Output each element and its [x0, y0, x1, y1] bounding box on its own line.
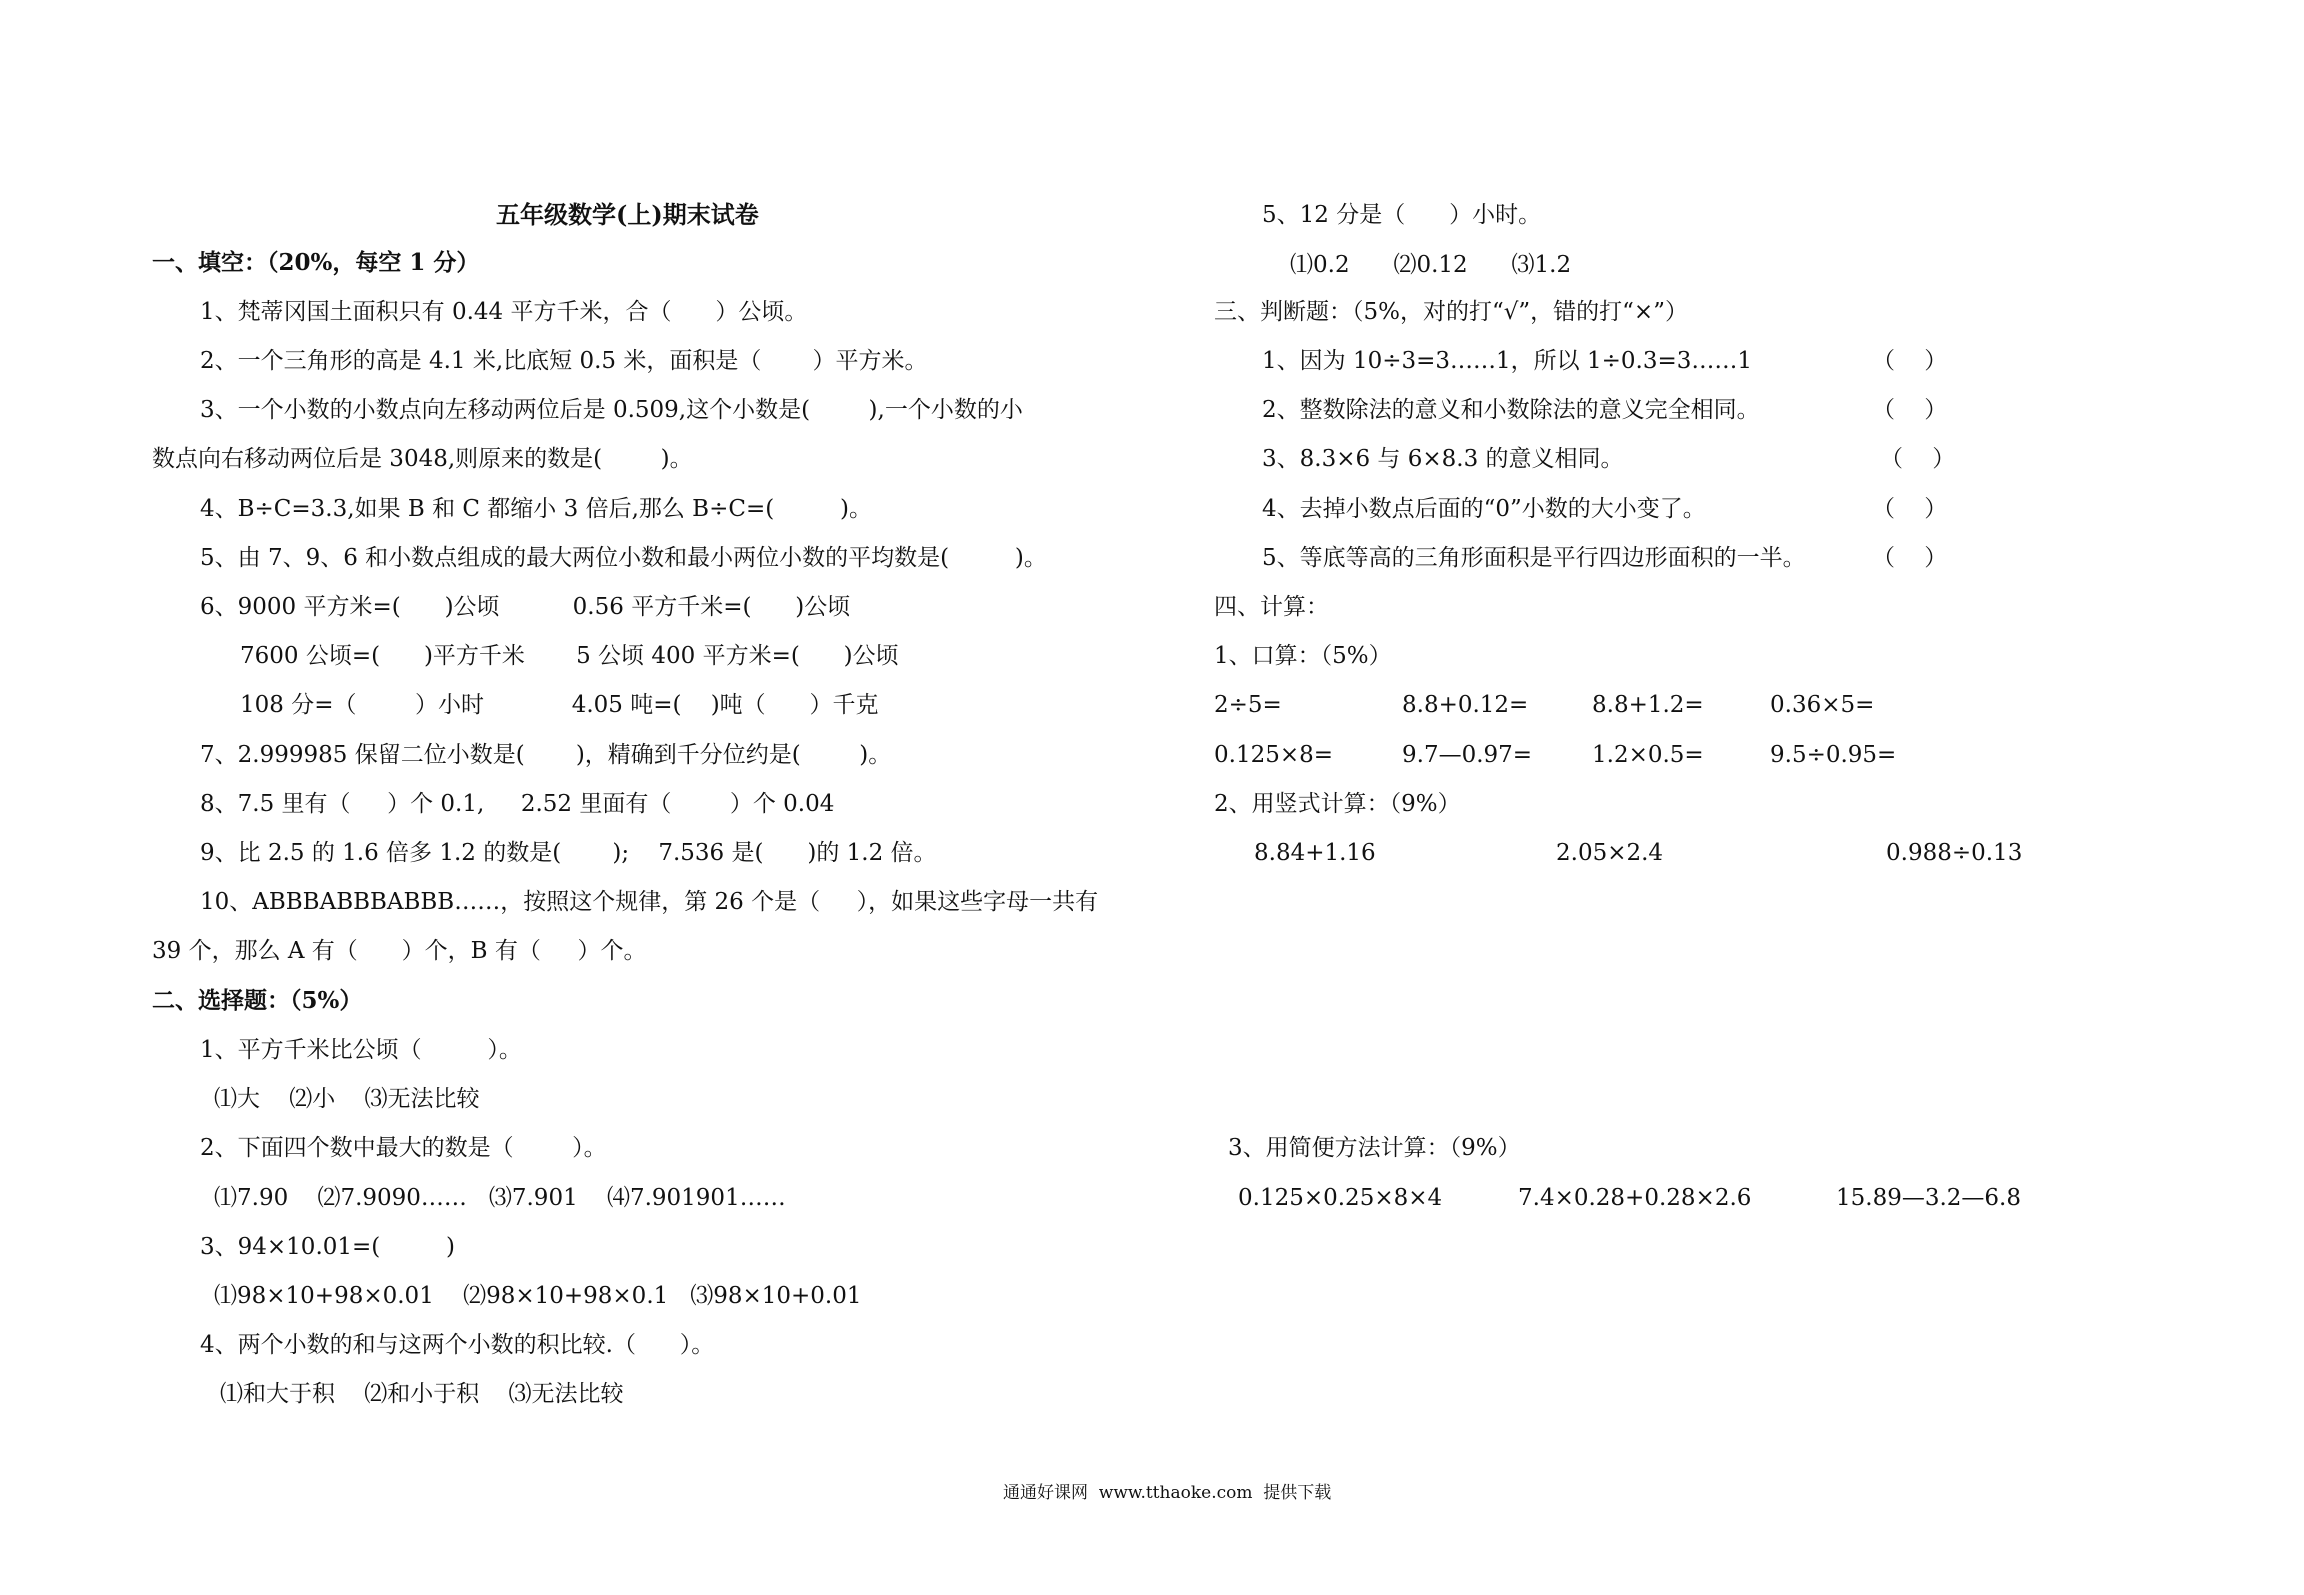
fill-item-8: 8、7.5 里有（ ）个 0.1, 2.52 里面有（ ）个 0.04: [200, 791, 835, 817]
fill-item-2: 2、一个三角形的高是 4.1 米,比底短 0.5 米，面积是（ ）平方米。: [200, 348, 928, 374]
fill-item-10-cont: 39 个，那么 A 有（ ）个，B 有（ ）个。: [152, 938, 647, 964]
vertical-3: 0.988÷0.13: [1886, 840, 2023, 866]
simple-heading: 3、用简便方法计算：（9%）: [1228, 1135, 1521, 1161]
judge-bracket-2[interactable]: （ ）: [1872, 397, 1948, 423]
oral-5: 0.125×8=: [1214, 742, 1334, 768]
section4-heading: 四、计算：: [1214, 594, 1329, 620]
simple-3: 15.89—3.2—6.8: [1836, 1185, 2021, 1211]
choice-item-1-options: ⑴大 ⑵小 ⑶无法比较: [214, 1086, 480, 1112]
fill-item-3: 3、一个小数的小数点向左移动两位后是 0.509,这个小数是( ),一个小数的小: [200, 397, 1023, 423]
oral-3: 8.8+1.2=: [1592, 692, 1704, 718]
fill-item-1: 1、梵蒂冈国土面积只有 0.44 平方千米，合（ ）公顷。: [200, 299, 808, 325]
choice-item-4-options: ⑴和大于积 ⑵和小于积 ⑶无法比较: [220, 1381, 624, 1407]
simple-1: 0.125×0.25×8×4: [1238, 1185, 1443, 1211]
judge-item-3: 3、8.3×6 与 6×8.3 的意义相同。: [1262, 446, 1624, 472]
choice-item-5: 5、12 分是（ ）小时。: [1262, 202, 1542, 228]
choice-item-1: 1、平方千米比公顷（ ）。: [200, 1037, 522, 1063]
oral-2: 8.8+0.12=: [1402, 692, 1529, 718]
choice-item-5-options: ⑴0.2 ⑵0.12 ⑶1.2: [1290, 252, 1572, 278]
vertical-2: 2.05×2.4: [1556, 840, 1664, 866]
vertical-1: 8.84+1.16: [1254, 840, 1376, 866]
choice-item-3-options: ⑴98×10+98×0.01 ⑵98×10+98×0.1 ⑶98×10+0.01: [214, 1283, 862, 1309]
fill-item-10: 10、ABBBABBBABBB……，按照这个规律，第 26 个是（ ），如果这些字母一共有: [200, 889, 1099, 915]
simple-2: 7.4×0.28+0.28×2.6: [1518, 1185, 1752, 1211]
vertical-heading: 2、用竖式计算：（9%）: [1214, 791, 1461, 817]
section2-heading: 二、选择题：（5%）: [152, 987, 363, 1014]
judge-item-2: 2、整数除法的意义和小数除法的意义完全相同。: [1262, 397, 1760, 423]
oral-6: 9.7—0.97=: [1402, 742, 1533, 768]
page-title: 五年级数学(上)期末试卷: [496, 200, 759, 229]
oral-1: 2÷5=: [1214, 692, 1282, 718]
oral-4: 0.36×5=: [1770, 692, 1875, 718]
judge-item-5: 5、等底等高的三角形面积是平行四边形面积的一半。: [1262, 545, 1806, 571]
judge-item-4: 4、去掉小数点后面的“0”小数的大小变了。: [1262, 496, 1706, 522]
fill-item-7: 7、2.999985 保留二位小数是( )，精确到千分位约是( )。: [200, 742, 892, 768]
oral-7: 1.2×0.5=: [1592, 742, 1704, 768]
judge-bracket-3[interactable]: （ ）: [1880, 446, 1956, 472]
judge-item-1: 1、因为 10÷3=3……1，所以 1÷0.3=3……1: [1262, 348, 1752, 374]
fill-item-4: 4、B÷C=3.3,如果 B 和 C 都缩小 3 倍后,那么 B÷C=( )。: [200, 496, 872, 522]
choice-item-3: 3、94×10.01=( ): [200, 1234, 456, 1260]
fill-item-9: 9、比 2.5 的 1.6 倍多 1.2 的数是( ); 7.536 是( )的 1.2 倍。: [200, 840, 937, 866]
fill-item-6a: 6、9000 平方米=( )公顷 0.56 平方千米=( )公顷: [200, 594, 851, 620]
judge-bracket-5[interactable]: （ ）: [1872, 545, 1948, 571]
section1-heading: 一、填空：（20%，每空 1 分）: [152, 249, 480, 276]
fill-item-3-cont: 数点向右移动两位后是 3048,则原来的数是( )。: [152, 446, 693, 472]
section3-heading: 三、判断题：（5%，对的打“√”，错的打“×”）: [1214, 299, 1688, 325]
judge-bracket-4[interactable]: （ ）: [1872, 496, 1948, 522]
choice-item-4: 4、两个小数的和与这两个小数的积比较.（ ）。: [200, 1332, 715, 1358]
fill-item-5: 5、由 7、9、6 和小数点组成的最大两位小数和最小两位小数的平均数是( )。: [200, 545, 1047, 571]
fill-item-6b: 7600 公顷=( )平方千米 5 公顷 400 平方米=( )公顷: [240, 643, 899, 669]
choice-item-2: 2、下面四个数中最大的数是（ ）。: [200, 1135, 607, 1161]
judge-bracket-1[interactable]: （ ）: [1872, 348, 1948, 374]
oral-8: 9.5÷0.95=: [1770, 742, 1897, 768]
footer-credit: 通通好课网 www.tthaoke.com 提供下载: [1003, 1483, 1332, 1503]
fill-item-6c: 108 分=（ ）小时 4.05 吨=( )吨（ ）千克: [240, 692, 879, 718]
oral-heading: 1、口算：（5%）: [1214, 643, 1392, 669]
choice-item-2-options: ⑴7.90 ⑵7.9090…… ⑶7.901 ⑷7.901901……: [214, 1185, 786, 1211]
